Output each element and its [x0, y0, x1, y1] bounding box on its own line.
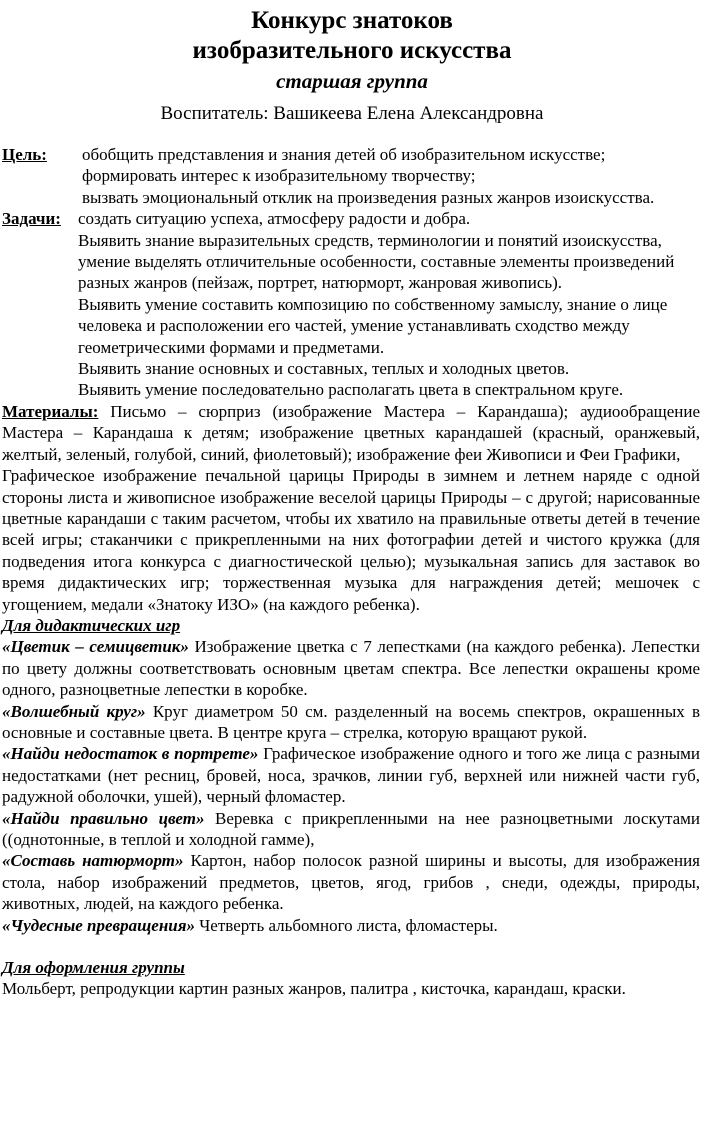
game-name: «Цветик – семицветик»	[2, 637, 189, 657]
game-entry	[2, 915, 700, 936]
materials-label: Материалы:	[2, 401, 99, 421]
game-name: «Найди правильно цвет»	[2, 808, 205, 828]
decoration-heading: Для оформления группы	[2, 958, 185, 978]
goal-section	[0, 144, 704, 208]
task-item: Выявить знание основных и составных, теплых и холодных цветов.	[78, 359, 570, 379]
game-description: Круг диаметром 50 см. разделенный на восемь спектров, окрашенных в основные и составные цвета. В центре круга – стрелка, которую вращают рукой.	[2, 701, 700, 742]
task-item: Выявить умение последовательно располагать цвета в спектральном круге.	[78, 380, 624, 400]
game-description: Четверть альбомного листа, фломастеры.	[195, 915, 498, 935]
goal-label: Цель:	[2, 145, 47, 164]
didactic-heading: Для дидактических игр	[2, 615, 181, 635]
materials-text-2: Графическое изображение печальной царицы Природы в зимнем и летнем наряде с одной стороны листа и живописное изображение веселой царицы Природы – с другой; нарисованные цветные карандаши с таким расчетом, чтобы их хватило на правильные ответы детей в течение всей игры; стаканчики с прикрепленными на них фотографии детей и чистого кружка (для подведения итога конкурса с диагностической целью); музыкальная запись для заставок во время дидактических игр; торжественная музыка для награждения детей; мешочек с угощением, медали «Знатоку ИЗО» (на каждого ребенка).	[2, 466, 700, 614]
tasks-section	[0, 208, 704, 401]
decoration-text: Мольберт, репродукции картин разных жанров, палитра , кисточка, карандаш, краски.	[2, 979, 626, 999]
game-name: «Чудесные превращения»	[2, 915, 195, 935]
task-item: создать ситуацию успеха, атмосферу радости и добра.	[78, 209, 471, 229]
game-name: «Найди недостаток в портрете»	[2, 744, 259, 764]
task-item: Выявить знание выразительных средств, терминологии и понятий изоискусства, умение выделять отличительные особенности, составные элементы произведений разных жанров (пейзаж, портрет, натюрморт, жанровая живопись).	[78, 230, 675, 293]
teacher-line: Воспитатель: Вашикеева Елена Александровна	[160, 103, 544, 124]
game-entry	[2, 808, 700, 851]
materials-section	[0, 401, 704, 1000]
game-entry	[2, 743, 700, 807]
goal-line: обобщить представления и знания детей об изобразительном искусстве;	[82, 145, 606, 164]
game-description: Веревка с прикрепленными на нее разноцветными лоскутами ((однотонные, в теплой и холодной гамме),	[2, 808, 700, 849]
game-entry	[2, 701, 700, 744]
tasks-label: Задачи:	[2, 209, 61, 229]
game-entry	[2, 636, 700, 700]
task-item: Выявить умение составить композицию по собственному замыслу, знание о лице человека и расположении его частей, умение устанавливать сходство между геометрическими формами и предметами.	[78, 294, 668, 357]
goal-line: вызвать эмоциональный отклик на произведения разных жанров изоискусства.	[82, 187, 655, 207]
game-description: Изображение цветка с 7 лепестками (на каждого ребенка). Лепестки по цвету должны соответствовать основным цветам спектра. Все лепестки окрашены кроме одного, разноцветные лепестки в коробке.	[2, 637, 701, 700]
materials-paragraph	[2, 401, 700, 465]
spacer	[2, 936, 700, 957]
group-subtitle: старшая группа	[276, 69, 428, 93]
title-line-2: изобразительного искусства	[192, 37, 512, 64]
game-name: «Составь натюрморт»	[2, 851, 184, 871]
game-name: «Волшебный круг»	[2, 701, 146, 721]
game-entry	[2, 850, 700, 914]
game-description: Картон, набор полосок разной ширины и высоты, для изображения стола, набор изображений предметов, цветов, ягод, грибов , снеди, одежды, природы, животных, людей, на каждого ребенка.	[2, 851, 700, 914]
document-title	[0, 6, 704, 66]
title-line-1: Конкурс знатоков	[251, 7, 453, 34]
game-description: Графическое изображение одного и того же лица с разными недостатками (нет ресниц, бровей, носа, зрачков, линии губ, верхней или нижней части губ, радужной оболочки, ушей), черный фломастер.	[2, 744, 700, 807]
goal-list	[82, 144, 704, 208]
goal-line: формировать интерес к изобразительному творчеству;	[82, 166, 476, 186]
tasks-list	[78, 208, 704, 401]
materials-text-1: Письмо – сюрприз (изображение Мастера – Карандаша); аудиообращение Мастера – Карандаша к детям; изображение цветных карандашей (красный, оранжевый, желтый, зеленый, голубой, синий, фиолетовый); изображение феи Живописи и Феи Графики,	[2, 401, 700, 464]
